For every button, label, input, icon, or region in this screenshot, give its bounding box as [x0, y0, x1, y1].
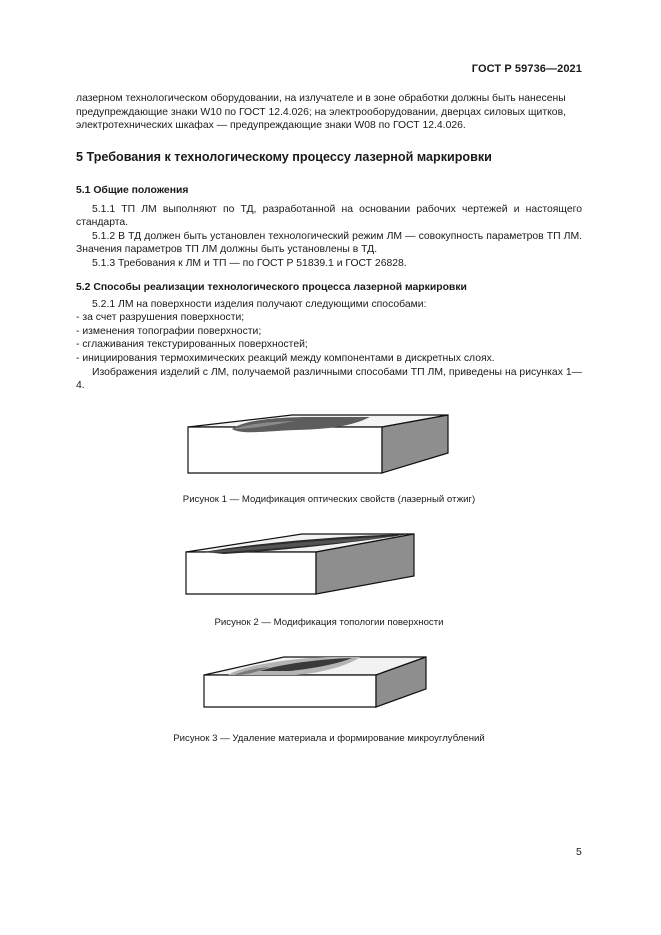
- figure-3-caption: Рисунок 3 — Удаление материала и формирование микроуглублений: [173, 733, 485, 744]
- document-code: ГОСТ Р 59736—2021: [471, 63, 582, 75]
- figure-1-caption: Рисунок 1 — Модификация оптических свойств (лазерный отжиг): [182, 494, 476, 505]
- intro-line: предупреждающие знаки W10 по ГОСТ 12.4.026; на электрооборудовании, дверцах силовых щитков,: [76, 106, 566, 118]
- paragraph-figures-ref: Изображения изделий с ЛМ, получаемой различными способами ТП ЛМ, приведены на рисунках 1—4.: [76, 366, 582, 392]
- list-item: - инициирования термохимических реакций между компонентами в дискретных слоях.: [76, 352, 495, 364]
- figure-1-image: [186, 413, 456, 475]
- list-item: - сглаживания текстурированных поверхностей;: [76, 339, 308, 351]
- figure-2-caption: Рисунок 2 — Модификация топологии поверхности: [214, 617, 444, 628]
- list-item: - за счет разрушения поверхности;: [76, 312, 245, 324]
- figure-3-image: [200, 653, 430, 709]
- paragraph-5-2-1: 5.2.1 ЛМ на поверхности изделия получают следующими способами:: [92, 298, 427, 310]
- paragraph-5-1-3: 5.1.3 Требования к ЛМ и ТП — по ГОСТ Р 51839.1 и ГОСТ 26828.: [92, 257, 407, 269]
- section-5-heading: 5 Требования к технологическому процессу лазерной маркировки: [76, 150, 492, 164]
- list-item: - изменения топографии поверхности;: [76, 325, 262, 337]
- section-5-2-heading: 5.2 Способы реализации технологического процесса лазерной маркировки: [76, 282, 467, 293]
- page-number: 5: [576, 847, 582, 858]
- section-5-2: [76, 281, 582, 393]
- paragraph-5-1-1: 5.1.1 ТП ЛМ выполняют по ТД, разработанной на основании рабочих чертежей и настоящего стандарта.: [76, 203, 582, 229]
- section-5-1: [76, 184, 582, 271]
- paragraph-5-1-2: 5.1.2 В ТД должен быть установлен технологический режим ЛМ — совокупность параметров ТП ЛМ. Значения параметров ТП ЛМ должны быть установлены в ТД.: [76, 230, 582, 256]
- intro-line: электротехнических шкафах — предупреждающие знаки W08 по ГОСТ 12.4.026.: [76, 120, 466, 132]
- section-5-1-heading: 5.1 Общие положения: [76, 185, 189, 196]
- figure-2-image: [180, 530, 436, 596]
- intro-paragraph: [76, 92, 582, 133]
- intro-line: лазерном технологическом оборудовании, на излучателе и в зоне обработки должны быть нанесены: [76, 93, 566, 104]
